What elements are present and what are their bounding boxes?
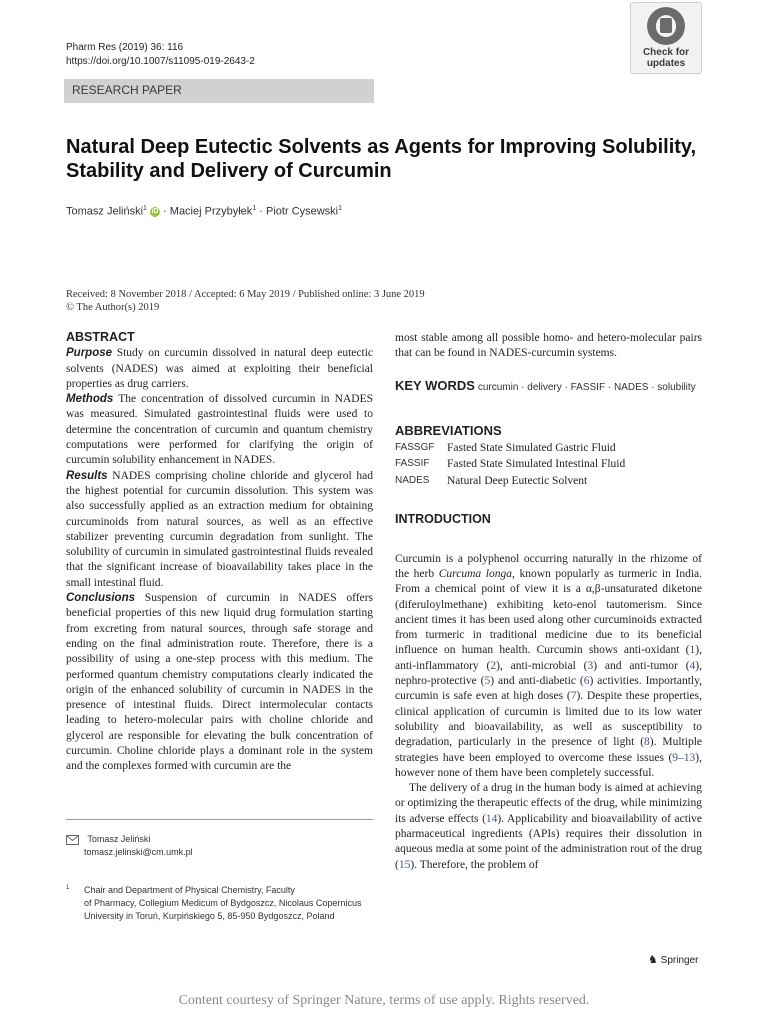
right-column xyxy=(395,331,702,873)
citation-link[interactable]: 15 xyxy=(398,858,411,871)
check-for-updates-badge[interactable] xyxy=(630,2,702,74)
keywords-heading: KEY WORDS xyxy=(395,377,475,393)
citation-link[interactable]: 8 xyxy=(644,736,650,749)
abstract-purpose xyxy=(66,346,373,392)
abbreviation-row xyxy=(395,473,702,490)
author-name[interactable]: Maciej Przybyłek xyxy=(169,205,253,218)
abstract-column xyxy=(66,330,373,775)
publisher-name: Springer xyxy=(660,955,699,966)
author-name[interactable]: Tomasz Jeliński xyxy=(66,205,144,218)
author-affiliation-sup: 1 xyxy=(252,205,257,212)
affiliation-line: Chair and Department of Physical Chemistry, Faculty xyxy=(84,885,295,895)
check-for-updates-icon xyxy=(647,7,685,45)
badge-line1: Check for xyxy=(642,47,690,58)
correspondence-email[interactable]: tomasz.jelinski@cm.umk.pl xyxy=(84,847,193,857)
copyright-line: © The Author(s) 2019 xyxy=(66,302,160,313)
affiliation-line: University in Toruń, Kurpińskiego 5, 85-950 Bydgoszcz, Poland xyxy=(84,911,335,921)
citation-link[interactable]: 7 xyxy=(570,690,577,703)
citation-link[interactable]: 3 xyxy=(587,659,594,672)
abbreviation-definition: Natural Deep Eutectic Solvent xyxy=(447,474,588,487)
affiliation-sup: 1 xyxy=(66,885,70,891)
doi-link[interactable]: https://doi.org/10.1007/s11095-019-2643-2 xyxy=(66,56,255,67)
abbreviation-definition: Fasted State Simulated Gastric Fluid xyxy=(447,441,616,454)
orcid-icon[interactable]: iD xyxy=(151,207,159,215)
author-list: Tomasz Jeliński$^1$ iD · Maciej Przybyłek$^1$ · Piotr Cysewski$^1$ xyxy=(66,205,343,218)
introduction-paragraph-2: The delivery of a drug in the human body is aimed at achieving or optimizing the therapeutic effects of the drug, while minimizing its adverse effects (14). Applicability and bioavailability of active pharmaceutical ingredients (APIs) requires their dissolution in aqueous media at some point of the administration rout of the drug (15). Therefore, the problem of xyxy=(395,782,703,871)
citation-link[interactable]: 9–13 xyxy=(672,751,696,764)
correspondence-block xyxy=(66,833,193,859)
citation-link[interactable]: 5 xyxy=(484,675,491,688)
abbreviations-block xyxy=(395,423,702,490)
conclusions-label: Conclusions xyxy=(66,592,136,605)
purpose-label: Purpose xyxy=(66,347,113,360)
abbreviation-term: FASSGF xyxy=(395,441,435,453)
abstract-results xyxy=(66,469,373,591)
results-text: NADES comprising choline chloride and glycerol had the highest potential for curcumin dissolution. This system was also successfully applied as an extraction medium for obtaining curcuminoids from natural sources, as well as an effective stabilizer preventing curcumin degradation from sunlight. The solubility of curcumin in simulated gastrointestinal fluids revealed that the significant increase of bioavailability takes place in the small intestinal fluid. xyxy=(66,469,374,589)
publisher-logo xyxy=(648,953,698,966)
affiliation-block xyxy=(66,884,361,923)
author-affiliation-sup: 1 xyxy=(143,205,147,212)
abstract-continuation: most stable among all possible homo- and hetero-molecular pairs that can be found in NADES-curcumin systems. xyxy=(395,332,702,360)
abbreviation-row xyxy=(395,456,702,473)
courtesy-notice: Content courtesy of Springer Nature, terms of use apply. Rights reserved. xyxy=(178,993,590,1008)
citation-link[interactable]: 1 xyxy=(689,644,696,657)
methods-label: Methods xyxy=(66,393,114,406)
author-affiliation-sup: 1 xyxy=(338,205,343,212)
keywords-list: curcumin · delivery · FASSIF · NADES · solubility xyxy=(477,381,696,393)
journal-citation: Pharm Res (2019) 36: 116 xyxy=(66,42,184,53)
dates-line: Received: 8 November 2018 / Accepted: 6 May 2019 / Published online: 3 June 2019 xyxy=(66,289,425,300)
citation-link[interactable]: 6 xyxy=(583,675,590,688)
keywords-block xyxy=(395,378,702,395)
citation-link[interactable]: 4 xyxy=(689,659,696,672)
author-name[interactable]: Piotr Cysewski xyxy=(266,205,339,218)
article-category: RESEARCH PAPER xyxy=(64,79,374,103)
abbreviation-row xyxy=(395,440,702,457)
abstract-heading: ABSTRACT xyxy=(66,330,135,344)
envelope-icon xyxy=(66,835,79,845)
abbreviations-heading: ABBREVIATIONS xyxy=(395,422,502,438)
affiliation-line: of Pharmacy, Collegium Medicum of Bydgoszcz, Nicolaus Copernicus xyxy=(84,898,362,908)
introduction-paragraph-1: Curcumin is a polyphenol occurring naturally in the rhizome of the herb Curcuma longa, known popularly as turmeric in India. From a chemical point of view it is a α,β-unsaturated diketone (diferuloylmethane) exhibiting keto-enol tautomerism. Since ancient times it has been used along other curcuminoids extracted from turmeric in traditional medicine due to its beneficial influence on human health. Curcumin shows anti-oxidant (1), anti-inflammatory (2), anti-microbial (3) and anti-tumor (4), nephro-protective (5) and anti-diabetic (6) activities. Importantly, curcumin is safe even at high doses (7). Despite these properties, clinical application of curcumin is limited due to its low water solubility and bioavailability, as well as susceptibility to degradation, particularly in the presence of light (8). Multiple strategies have been employed to overcome these issues (9–13), however none of them have been completely successful. xyxy=(395,552,702,779)
citation-link[interactable]: 2 xyxy=(490,659,497,672)
abstract-methods xyxy=(66,392,373,468)
results-label: Results xyxy=(66,469,108,482)
methods-text: The concentration of dissolved curcumin in NADES was measured. Simulated gastrointestinal fluids were used to determine the concentration of curcumin and quantum chemistry computations were performed for clarifying the origin of curcumin solubility enhancement in NADES. xyxy=(66,393,373,467)
correspondence-name: Tomasz Jeliński xyxy=(87,834,151,844)
article-title: Natural Deep Eutectic Solvents as Agents for Improving Solubility, Stability and Delivery of Curcumin xyxy=(66,136,697,182)
conclusions-text: Suspension of curcumin in NADES offers beneficial properties of this new liquid drug formulation starting from excreting from natural sources, through safe storage and ending on the final administration route. Therefore, there is a possibility of using a one-step process with this medium. The performed quantum chemistry computations clearly indicated the origin of the enhanced solubility of curcumin in NADES in the presence of intestinal fluids. Direct intermolecular contacts leading to hetero-molecular pairs with choline chloride and glycerol are responsible for elevating the bulk concentration of curcumin. Choline chloride plays a dominant role in the system and the complexes formed with curcumin are the xyxy=(66,592,373,773)
species-name: Curcuma longa xyxy=(438,567,512,580)
badge-line2: updates xyxy=(646,58,686,69)
springer-horse-icon: ♞ xyxy=(648,954,658,966)
citation-link[interactable]: 14 xyxy=(485,812,498,825)
abbreviation-term: NADES xyxy=(395,474,430,486)
abstract-conclusions xyxy=(66,591,373,775)
introduction-heading: INTRODUCTION xyxy=(395,512,491,527)
publication-dates xyxy=(66,288,425,314)
footnote-divider xyxy=(66,819,373,820)
abbreviation-term: FASSIF xyxy=(395,458,430,470)
abbreviation-definition: Fasted State Simulated Intestinal Fluid xyxy=(447,458,626,471)
purpose-text: Study on curcumin dissolved in natural deep eutectic solvents (NADES) was aimed at exploiting their beneficial properties as drug carriers. xyxy=(66,347,373,390)
